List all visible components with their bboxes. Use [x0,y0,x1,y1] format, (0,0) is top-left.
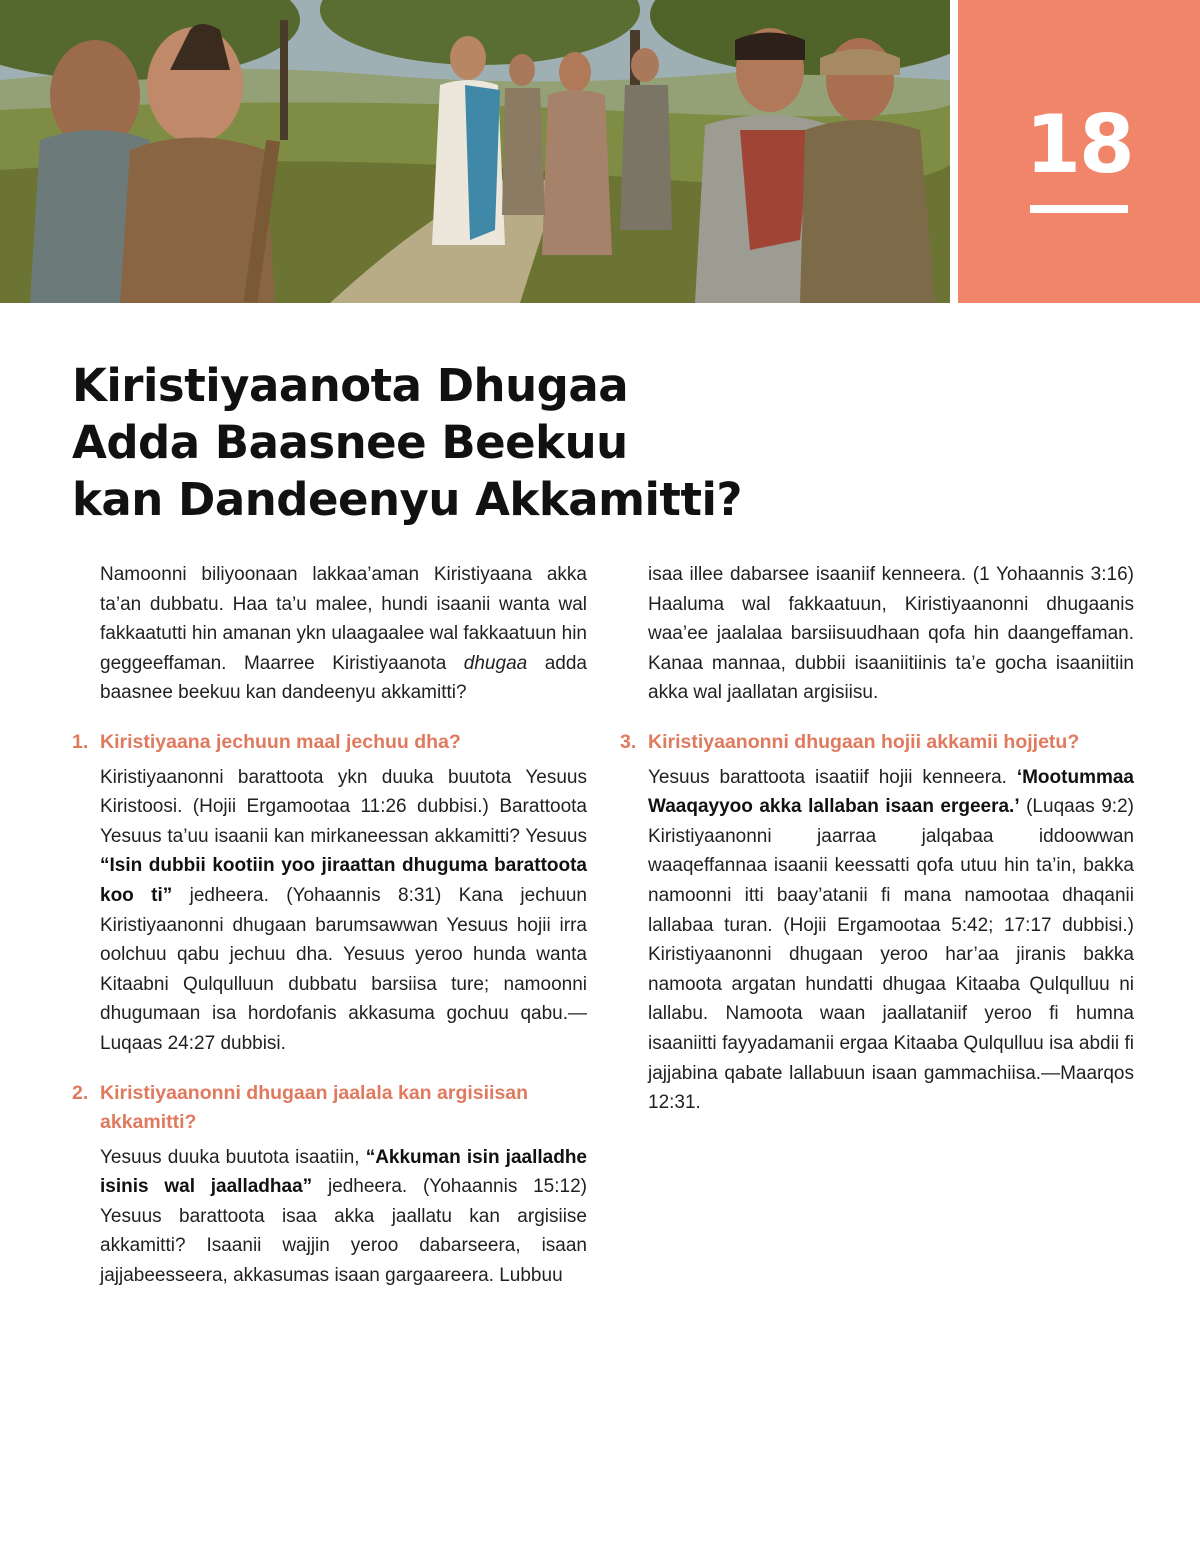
intro-emphasis: dhugaa [463,652,528,674]
answer-3-text-a: Yesuus barattoota isaatiif hojii kenneera. [648,766,1017,788]
photo-jesus-and-disciples-walking-icon [0,0,950,303]
intro-text-2: adda baasnee beekuu kan dandeenyu akkamitti? [100,652,587,704]
question-3-number: 3. [620,730,637,753]
answer-2-text-b: jedheera. (Yohaannis 15:12) Yesuus barattoota isaa akka jaallatu kan argisiise akkamitti? Isaanii wajjin yeroo dabarseera, isaan jajjabeesseera, akkasumas isaan gargaareera. Lubbuu [100,1176,587,1287]
question-3-text: Kiristiyaanonni dhugaan hojii akkamii hojjetu? [648,730,1080,753]
title-line-3: kan Dandeenyu Akkamitti? [72,473,742,526]
answer-1-paragraph [100,763,587,1059]
page-title [72,357,852,528]
question-1-text: Kiristiyaana jechuun maal jechuu dha? [100,730,461,753]
question-2 [72,1079,587,1138]
answer-2-continued: isaa illee dabarsee isaaniif kenneera. (1 Yohaannis 3:16) Haaluma wal fakkaatuun, Kiristiyaanonni dhugaanis waa’ee jaalalaa barsiisuudhaan qofa hin daangeffaman. Kanaa mannaa, dubbii isaaniitiinis ta’e gocha isaaniitiin akka wal jaallatan argisiisu. [648,564,1134,704]
intro-paragraph [100,560,587,708]
question-2-text: Kiristiyaanonni dhugaan jaalala kan argisiisan akkamitti? [100,1081,529,1134]
answer-1-text-b: jedheera. (Yohaannis 8:31) Kana jechuun Kiristiyaanonni dhugaan barumsawwan Yesuus hojii irra oolchuu qabu jechuu dha. Yesuus yeroo hunda wanta Kitaabni Qulqulluun dubbatu barsiisa ture; namoonni dhugumaan isa hordofanis akkasuma gochuu qabu.—Luqaas 24:27 dubbisi. [100,884,587,1054]
intro-text-1: Namoonni biliyoonaan lakkaa’aman Kiristiyaana akka ta’an dubbatu. Haa ta’u malee, hundi isaanii wanta wal fakkaatutti hin amanan ykn ulaagaalee wal fakkaatuun hin geggeeffaman. Maarree Kiristiyaanota [100,564,587,674]
question-1-number: 1. [72,730,89,753]
answer-3-text-b: (Luqaas 9:2) Kiristiyaanonni jaarraa jalqabaa iddoowwan waaqeffannaa isaanii keessatti qofa utuu hin ta’in, bakka namoonni itti baay’atanii fi mana namootaa dhaqanii lallabaa turan. (Hojii Ergamootaa 5:42; 17:17 dubbisi.) Kiristiyaanonni dhugaan yeroo har’aa jiranis bakka namoota argatan hundatti dhugaa Kitaaba Qulqulluu ni lallabu. Namoota waan jaallataniif yeroo fi humna isaaniitti fayyadamanii ergaa Kitaaba Qulqulluu isa abdii fi jajjabina qabate lallabuun isaan gammachiisa.—Maarqos 12:31. [648,796,1134,1114]
lesson-number-box [958,0,1200,303]
answer-3-paragraph [648,763,1134,1118]
left-column [72,560,587,1291]
answer-1-quote: “Isin dubbii kootiin yoo jiraattan dhuguma barattoota koo ti” [100,855,587,906]
answer-2-quote: “Akkuman isin jaalladhe isinis wal jaalladhaa” [100,1146,587,1198]
lesson-number: 18 [1025,98,1133,191]
title-line-2: Adda Baasnee Beekuu [72,416,628,469]
question-2-number: 2. [72,1081,89,1104]
hero-photo [0,0,950,303]
question-3 [620,728,1134,758]
title-line-1: Kiristiyaanota Dhugaa [72,359,629,412]
answer-1-text-a: Kiristiyaanonni barattoota ykn duuka buutota Yesuus Kiristoosi. (Hojii Ergamootaa 11:26 dubbisi.) Barattoota Yesuus ta’uu isaanii kan mirkaneessan akkamitti? Yesuus [100,766,587,847]
answer-3-quote: ‘Mootummaa Waaqayyoo akka lallaban isaan ergeera.’ [648,766,1134,818]
answer-2-text-a: Yesuus duuka buutota isaatiin, [100,1146,366,1168]
lesson-number-underline [1030,205,1128,213]
answer-2-paragraph [100,1143,587,1291]
question-1 [72,728,587,758]
right-column [620,560,1134,1118]
